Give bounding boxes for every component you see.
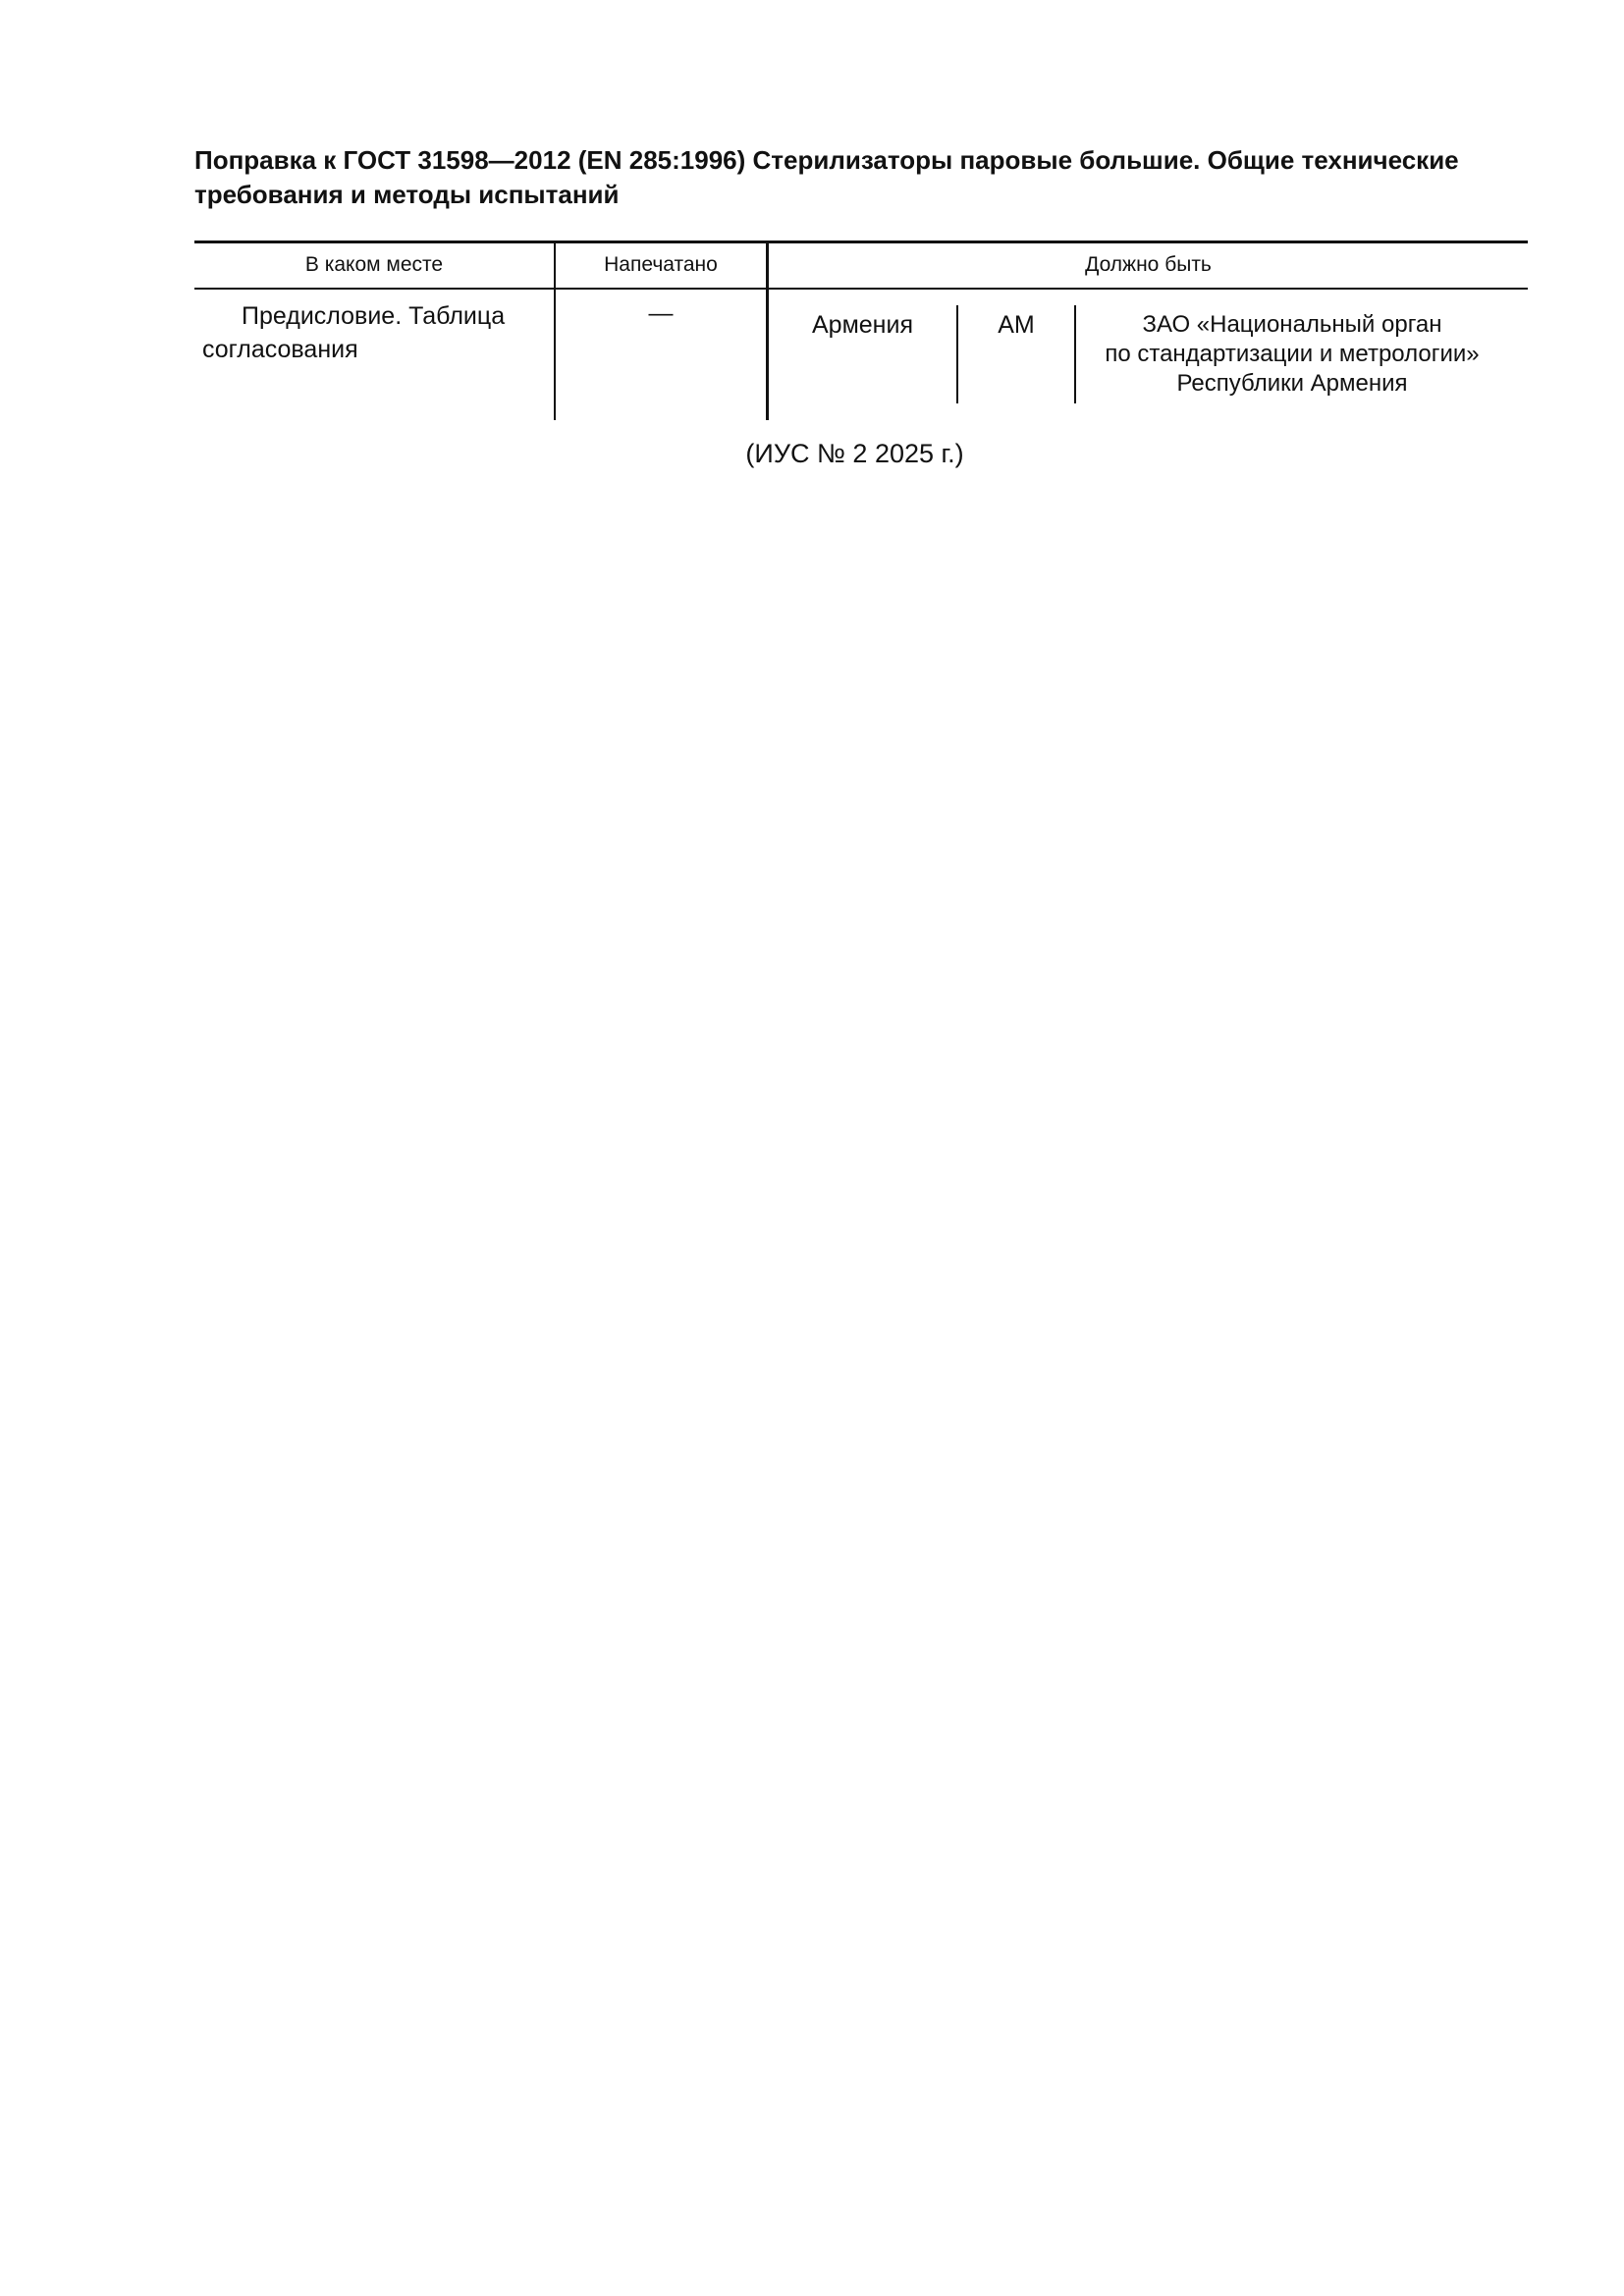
where-line-2: согласования [202, 336, 358, 363]
organ-line-3: Республики Армения [1176, 370, 1408, 397]
where-line-1: Предисловие. Таблица [242, 302, 506, 330]
header-should-be: Должно быть [1085, 253, 1212, 276]
printed-value: — [648, 299, 674, 327]
header-printed: Напечатано [604, 253, 718, 276]
table-header-bottom-rule [194, 288, 1528, 290]
organ-line-2: по стандартизации и метрологии» [1105, 341, 1480, 367]
header-where: В каком месте [304, 253, 444, 276]
table-top-rule [194, 240, 1528, 243]
page-title: Поправка к ГОСТ 31598—2012 (EN 285:1996) Стерилизаторы паровые большие. Общие технические требования и методы испытаний [194, 145, 1459, 209]
organ-line-1: ЗАО «Национальный орган [1142, 311, 1442, 338]
country-cell: Армения [812, 311, 913, 339]
source-note: (ИУС № 2 2025 г.) [745, 439, 964, 468]
country-code-cell: AM [998, 311, 1035, 339]
